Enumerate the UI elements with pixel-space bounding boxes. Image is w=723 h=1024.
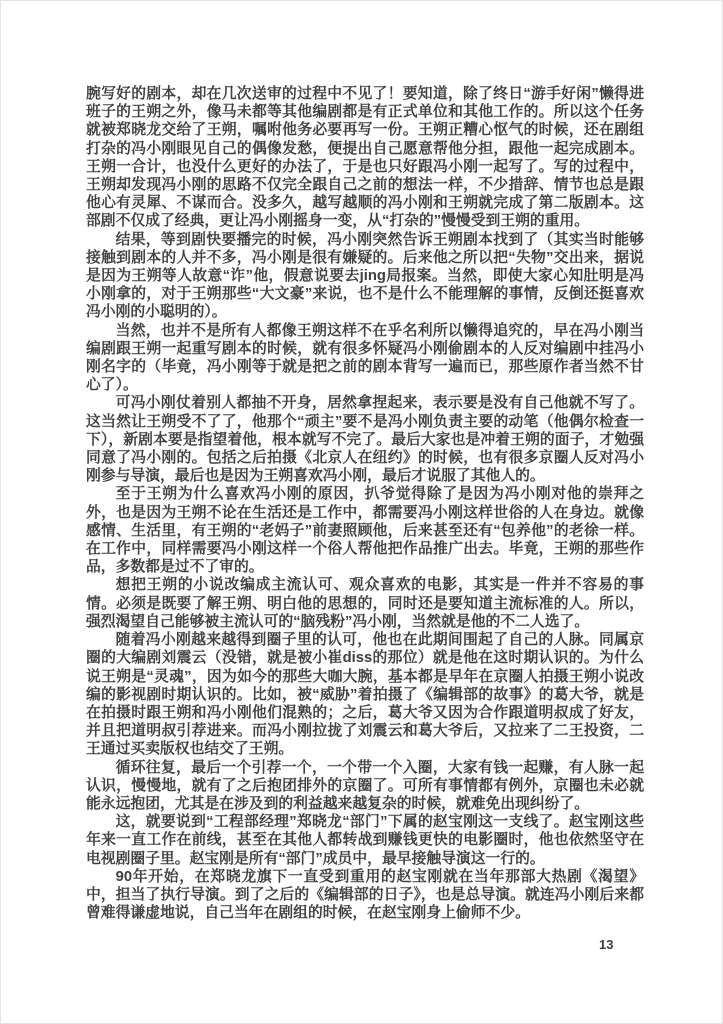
- paragraph: 随着冯小刚越来越得到圈子里的认可，他也在此期间围起了自己的人脉。同属京圈的大编剧刘震云（没错，就是被小崔diss的那位）就是他在这时期认识的。为什么说王朔是“灵魂”，因为如今的那些大咖大腕，基本都是早年在京圈人拍摄王朔小说改编的影视剧时期认识的。比如，被“威胁”着拍摄了《编辑部的故事》的葛大爷，就是在拍摄时跟王朔和冯小刚他们混熟的；之后，葛大爷又因为合作跟道明叔成了好友，并且把道明叔引荐进来。而冯小刚拉拢了刘震云和葛大爷后，又拉来了二王投资，二王通过买卖版权也结交了王朔。: [86, 632, 644, 758]
- body-text: [86, 85, 644, 922]
- paragraph: 循环往复，最后一个引荐一个，一个带一个入圈，大家有钱一起赚，有人脉一起认识，慢慢地，就有了之后抱团排外的京圈了。可所有事情都有例外，京圈也未必就能永远抱团，尤其是在涉及到的利益越来越复杂的时候，就难免出现纠纷了。: [86, 759, 644, 812]
- paragraph: 90年开始，在郑晓龙旗下一直受到重用的赵宝刚就在当年那部大热剧《渴望》中，担当了执行导演。到了之后的《编辑部的日子》，也是总导演。就连冯小刚后来都曾难得谦虚地说，自己当年在剧组的时候，在赵宝刚身上偷师不少。: [86, 868, 644, 922]
- page-number: 13: [599, 937, 614, 952]
- paragraph: 想把王朔的小说改编成主流认可、观众喜欢的电影，其实是一件并不容易的事情。必须是既要了解王朔、明白他的思想的，同时还是要知道主流标准的人。所以，强烈渴望自己能够被主流认可的“脑残粉”冯小刚，当然就是他的不二人选了。: [86, 577, 644, 630]
- paragraph: 结果，等到剧快要播完的时候，冯小刚突然告诉王朔剧本找到了（其实当时能够接触到剧本的人并不多，冯小刚是很有嫌疑的。后来他之所以把“失物”交出来，据说是因为王朔等人故意“诈”他，假意说要去jing局报案。当然，即使大家心知肚明是冯小刚拿的，对于王朔那些“大文豪”来说，也不是什么不能理解的事情，反倒还挺喜欢冯小刚的小聪明的）。: [86, 231, 644, 321]
- paragraph: 这，就要说到“工程部经理”郑晓龙“部门”下属的赵宝刚这一支线了。赵宝刚这些年来一直工作在前线，甚至在其他人都转战到赚钱更快的电影圈时，他也依然坚守在电视剧圈子里。赵宝刚是所有“部门”成员中，最早接触导演这一行的。: [86, 814, 644, 867]
- paragraph: 至于王朔为什么喜欢冯小刚的原因，扒爷觉得除了是因为冯小刚对他的崇拜之外，也是因为王朔不论在生活还是工作中，都需要冯小刚这样世俗的人在身边。就像感情、生活里，有王朔的“老妈子”前妻照顾他，后来甚至还有“包养他”的老徐一样。在工作中，同样需要冯小刚这样一个俗人帮他把作品推广出去。毕竟，王朔的那些作品，多数都是过不了审的。: [86, 486, 644, 576]
- paragraph: 腕写好的剧本，却在几次送审的过程中不见了！要知道，除了终日“游手好闲”懒得进班子的王朔之外，像马未都等其他编剧都是有正式单位和其他工作的。所以这个任务就被郑晓龙交给了王朔，嘱咐他务必要再写一份。王朔正糟心怄气的时候，还在剧组打杂的冯小刚眼见自己的偶像发愁，便提出自己愿意帮他分担，跟他一起完成剧本。王朔一合计，也没什么更好的办法了，于是也只好跟冯小刚一起写了。写的过程中，王朔却发现冯小刚的思路不仅完全跟自己之前的想法一样，不少措辞、情节也总是跟他心有灵犀、不谋而合。没多久，越写越顺的冯小刚和王朔就完成了第二版剧本。这部剧不仅成了经典，更让冯小刚摇身一变，从“打杂的”慢慢受到王朔的重用。: [86, 86, 644, 230]
- paragraph: 可冯小刚仗着别人都抽不开身，居然拿捏起来，表示要是没有自己他就不写了。这当然让王朔受不了了，他那个“顽主”要不是冯小刚负责主要的动笔（他偶尔检查一下），新剧本要是指望着他，根本就写不完了。最后大家也是冲着王朔的面子，才勉强同意了冯小刚的。包括之后拍摄《北京人在纽约》的时候，也有很多京圈人反对冯小刚参与导演，最后也是因为王朔喜欢冯小刚，最后才说服了其他人的。: [86, 395, 644, 485]
- paragraph: 当然，也并不是所有人都像王朔这样不在乎名利所以懒得追究的，早在冯小刚当编剧跟王朔一起重写剧本的时候，就有很多怀疑冯小刚偷剧本的人反对编剧中挂冯小刚名字的（毕竟，冯小刚等于就是把之前的剧本背写一遍而已，那些原作者当然不甘心了）。: [86, 322, 644, 394]
